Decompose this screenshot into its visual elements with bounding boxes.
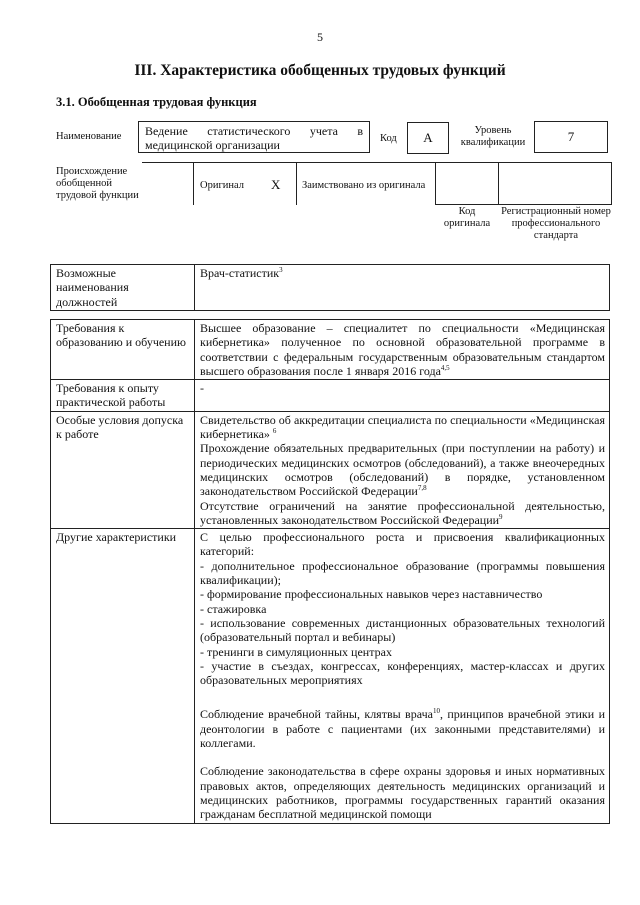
original-mark: X <box>271 177 281 192</box>
code-value: А <box>407 122 449 154</box>
law-paragraph: Соблюдение законодательства в сфере охраны здоровья и иных нормативных правовых актов, определяющих деятельность медицинских организаций и медицинских работников, программы государственных гарантий оказания гражданам бесплатной медицинской помощи <box>200 764 605 822</box>
section-title: III. Характеристика обобщенных трудовых функций <box>134 62 506 79</box>
list-item: - участие в съездах, конгрессах, конференциях, мастер-классах и других образовательных мероприятиях <box>200 658 605 688</box>
secrecy-paragraph: Соблюдение врачебной тайны, клятвы врача$^{10}$, принципов врачебной этики и деонтологии в работе с пациентами (их законными представителями) и коллегами. <box>200 707 605 751</box>
name-label: Наименование <box>56 131 122 142</box>
positions-value: Врач-статистик$^3$ <box>195 265 610 311</box>
origin-bottom-rule <box>435 204 612 205</box>
borrowed-label: Заимствовано из оригинала <box>302 180 426 191</box>
requirements-table <box>50 319 610 824</box>
education-label: Требования к образованию и обучению <box>51 320 195 380</box>
experience-value: - <box>195 380 610 412</box>
reg-number-caption: Регистрационный номер профессионального стандарта <box>501 206 611 241</box>
function-name-value: Ведение статистического учета в медицинской организации <box>138 121 370 153</box>
level-value: 7 <box>534 121 608 153</box>
conditions-value: Свидетельство об аккредитации специалиста по специальности «Медицинская кибернетика» $^6$ Прохождение обязательных предварительных (при поступлении на работу) и периодических медицинских осмотров (обследований), а также внеочередных медицинских осмотров (обследований) в порядке, установленном законодательством Российской Федерации$^{7,8}$ Отсутствие ограничений на занятие профессиональной деятельностью, установленных законодательством Российской Федерации$^9$ <box>195 411 610 528</box>
origin-divider <box>435 162 436 205</box>
origin-label: Происхождение обобщенной трудовой функции <box>56 166 139 201</box>
table-row <box>51 411 610 528</box>
code-label: Код <box>380 133 397 144</box>
list-item: - формирование профессиональных навыков через наставничество <box>200 587 543 602</box>
subsection-title: 3.1. Обобщенная трудовая функция <box>56 95 257 109</box>
list-item: - дополнительное профессиональное образование (программы повышения квалификации); <box>200 558 605 588</box>
table-row <box>51 529 610 823</box>
list-item: - использование современных дистанционных образовательных технологий (образовательный портал и вебинары) <box>200 615 605 645</box>
education-value: Высшее образование – специалитет по специальности «Медицинская кибернетика» полученное по основной образовательной программе в соответствии с федеральным государственным образовательным стандартом высшего образования после 1 января 2016 года$^{4,5}$ <box>195 320 610 380</box>
conditions-label: Особые условия допуска к работе <box>51 411 195 528</box>
code-original-caption: Код оригинала <box>443 206 491 229</box>
origin-divider <box>498 162 499 205</box>
origin-divider <box>296 162 297 205</box>
table-row <box>51 380 610 412</box>
list-item: - стажировка <box>200 601 267 616</box>
origin-divider <box>611 162 612 205</box>
page-number: 5 <box>317 30 323 44</box>
original-label: Оригинал <box>200 180 244 191</box>
other-intro: С целью профессионального роста и присвоения квалификационных категорий: <box>200 530 605 559</box>
positions-table <box>50 264 610 311</box>
list-item: - тренинги в симуляционных центрах <box>200 644 392 659</box>
origin-divider <box>193 162 194 205</box>
level-label: Уровень квалификации <box>460 125 526 148</box>
table-row <box>51 320 610 380</box>
other-label: Другие характеристики <box>51 529 195 823</box>
other-value <box>195 529 610 823</box>
positions-label: Возможные наименования должностей <box>51 265 195 311</box>
experience-label: Требования к опыту практической работы <box>51 380 195 412</box>
